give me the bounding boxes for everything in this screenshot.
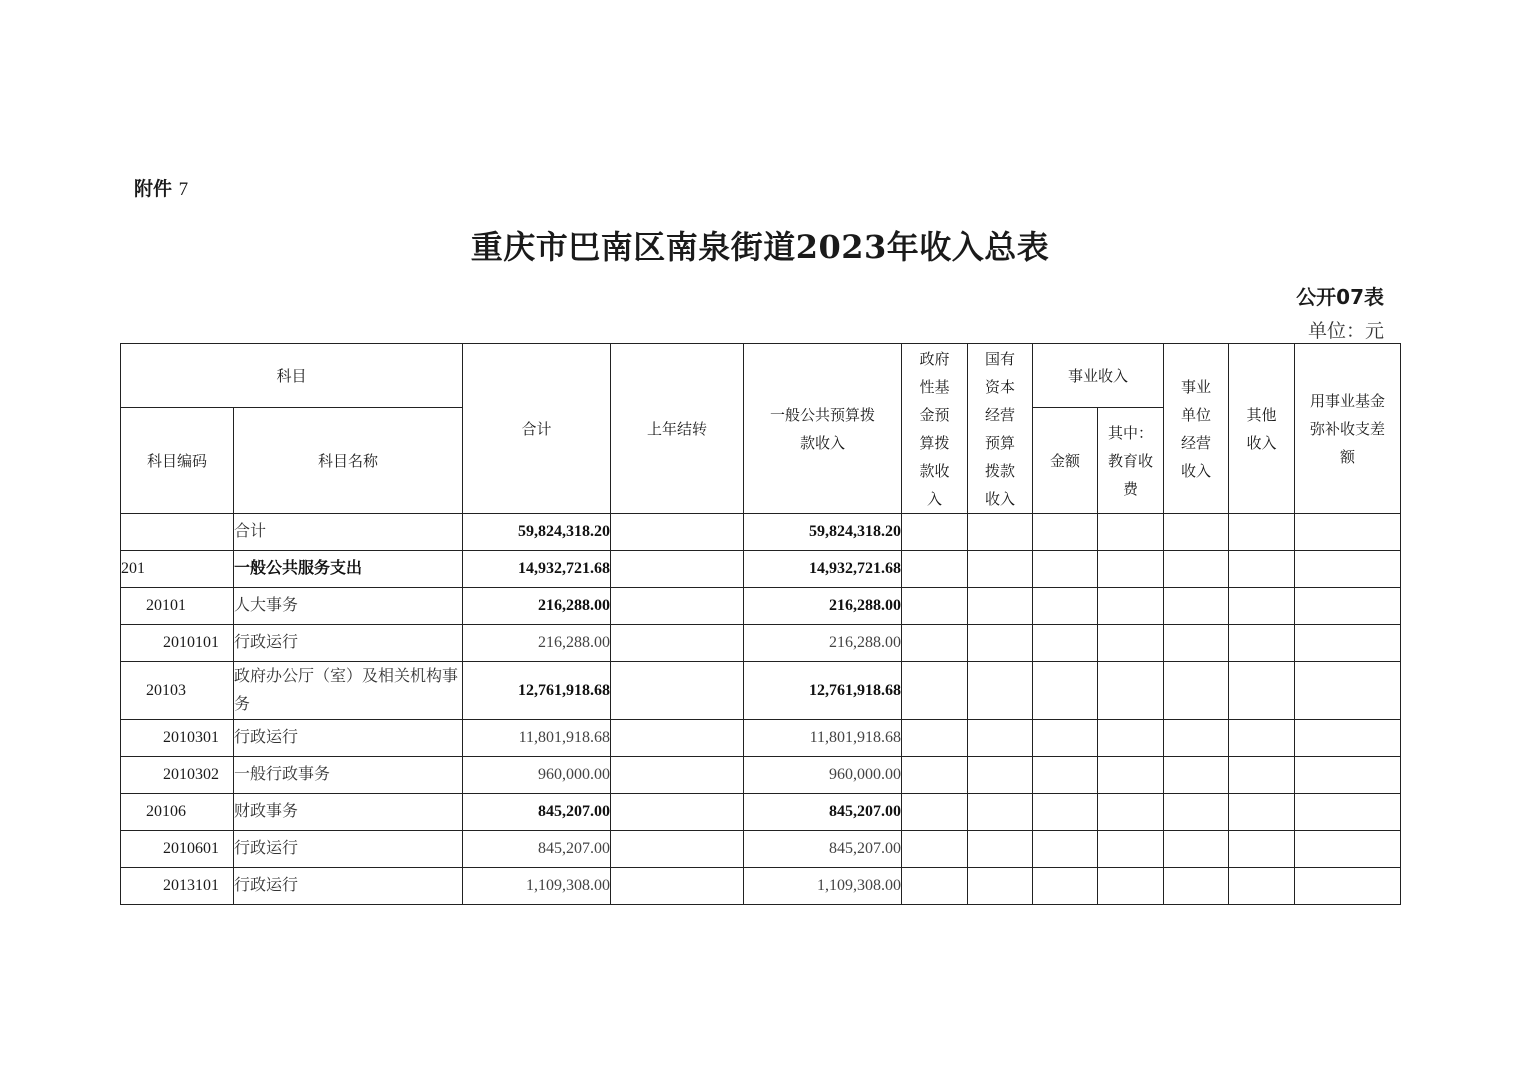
table-row xyxy=(121,868,1401,905)
row-total: 845,207.00 xyxy=(463,794,611,831)
table-row xyxy=(121,625,1401,662)
row-carryover xyxy=(611,588,744,625)
table-row xyxy=(121,662,1401,720)
row-name: 政府办公厅（室）及相关机构事务 xyxy=(234,662,463,720)
table-row xyxy=(121,757,1401,794)
row-carryover xyxy=(611,625,744,662)
row-general: 216,288.00 xyxy=(744,588,902,625)
row-general: 14,932,721.68 xyxy=(744,551,902,588)
row-name: 行政运行 xyxy=(234,625,463,662)
row-carryover xyxy=(611,831,744,868)
row-name: 行政运行 xyxy=(234,720,463,757)
row-name: 合计 xyxy=(234,514,463,551)
header-business-income: 事业收入 xyxy=(1033,344,1164,408)
header-general-budget: 一般公共预算拨款收入 xyxy=(744,344,902,514)
row-name: 一般行政事务 xyxy=(234,757,463,794)
row-total: 59,824,318.20 xyxy=(463,514,611,551)
row-carryover xyxy=(611,720,744,757)
row-code: 201 xyxy=(121,551,234,588)
row-general: 1,109,308.00 xyxy=(744,868,902,905)
header-gov-fund: 政府性基金预算拨款收入 xyxy=(902,344,968,514)
row-carryover xyxy=(611,514,744,551)
header-total: 合计 xyxy=(463,344,611,514)
header-state-capital: 国有资本经营预算拨款收入 xyxy=(968,344,1033,514)
unit-label: 单位：元 xyxy=(1307,320,1384,342)
header-business-edu: 其中：教育收费 xyxy=(1098,408,1164,514)
income-table xyxy=(120,343,1401,905)
row-code: 2010601 xyxy=(121,831,234,868)
row-code: 2010101 xyxy=(121,625,234,662)
row-carryover xyxy=(611,794,744,831)
header-business-amount: 金额 xyxy=(1033,408,1098,514)
row-name: 行政运行 xyxy=(234,831,463,868)
row-total: 14,932,721.68 xyxy=(463,551,611,588)
row-name: 人大事务 xyxy=(234,588,463,625)
row-general: 12,761,918.68 xyxy=(744,662,902,720)
table-row xyxy=(121,588,1401,625)
row-code: 2010301 xyxy=(121,720,234,757)
row-general: 216,288.00 xyxy=(744,625,902,662)
table-row xyxy=(121,514,1401,551)
row-name: 财政事务 xyxy=(234,794,463,831)
row-general: 11,801,918.68 xyxy=(744,720,902,757)
row-name: 行政运行 xyxy=(234,868,463,905)
header-unit-operating: 事业单位经营收入 xyxy=(1164,344,1229,514)
row-total: 845,207.00 xyxy=(463,831,611,868)
table-code: 公开07表 xyxy=(1296,285,1384,309)
row-general: 845,207.00 xyxy=(744,794,902,831)
header-fund-supplement: 用事业基金弥补收支差额 xyxy=(1295,344,1401,514)
row-carryover xyxy=(611,757,744,794)
row-code: 20106 xyxy=(121,794,234,831)
row-code xyxy=(121,514,234,551)
row-general: 960,000.00 xyxy=(744,757,902,794)
row-total: 960,000.00 xyxy=(463,757,611,794)
table-row xyxy=(121,720,1401,757)
row-total: 216,288.00 xyxy=(463,588,611,625)
table-row xyxy=(121,551,1401,588)
table-row xyxy=(121,831,1401,868)
row-name: 一般公共服务支出 xyxy=(234,551,463,588)
row-total: 1,109,308.00 xyxy=(463,868,611,905)
row-code: 2013101 xyxy=(121,868,234,905)
row-general: 59,824,318.20 xyxy=(744,514,902,551)
row-code: 20103 xyxy=(121,662,234,720)
header-other-income: 其他收入 xyxy=(1229,344,1295,514)
header-subject-code: 科目编码 xyxy=(121,408,234,514)
table-row xyxy=(121,794,1401,831)
header-carryover: 上年结转 xyxy=(611,344,744,514)
row-carryover xyxy=(611,662,744,720)
row-general: 845,207.00 xyxy=(744,831,902,868)
row-total: 12,761,918.68 xyxy=(463,662,611,720)
row-code: 20101 xyxy=(121,588,234,625)
row-carryover xyxy=(611,551,744,588)
row-carryover xyxy=(611,868,744,905)
page-title: 重庆市巴南区南泉街道2023年收入总表 xyxy=(470,228,1050,266)
row-code: 2010302 xyxy=(121,757,234,794)
header-subject-name: 科目名称 xyxy=(234,408,463,514)
attachment-label: 附件 7 xyxy=(134,178,189,200)
row-total: 216,288.00 xyxy=(463,625,611,662)
row-total: 11,801,918.68 xyxy=(463,720,611,757)
header-subject: 科目 xyxy=(121,344,463,408)
